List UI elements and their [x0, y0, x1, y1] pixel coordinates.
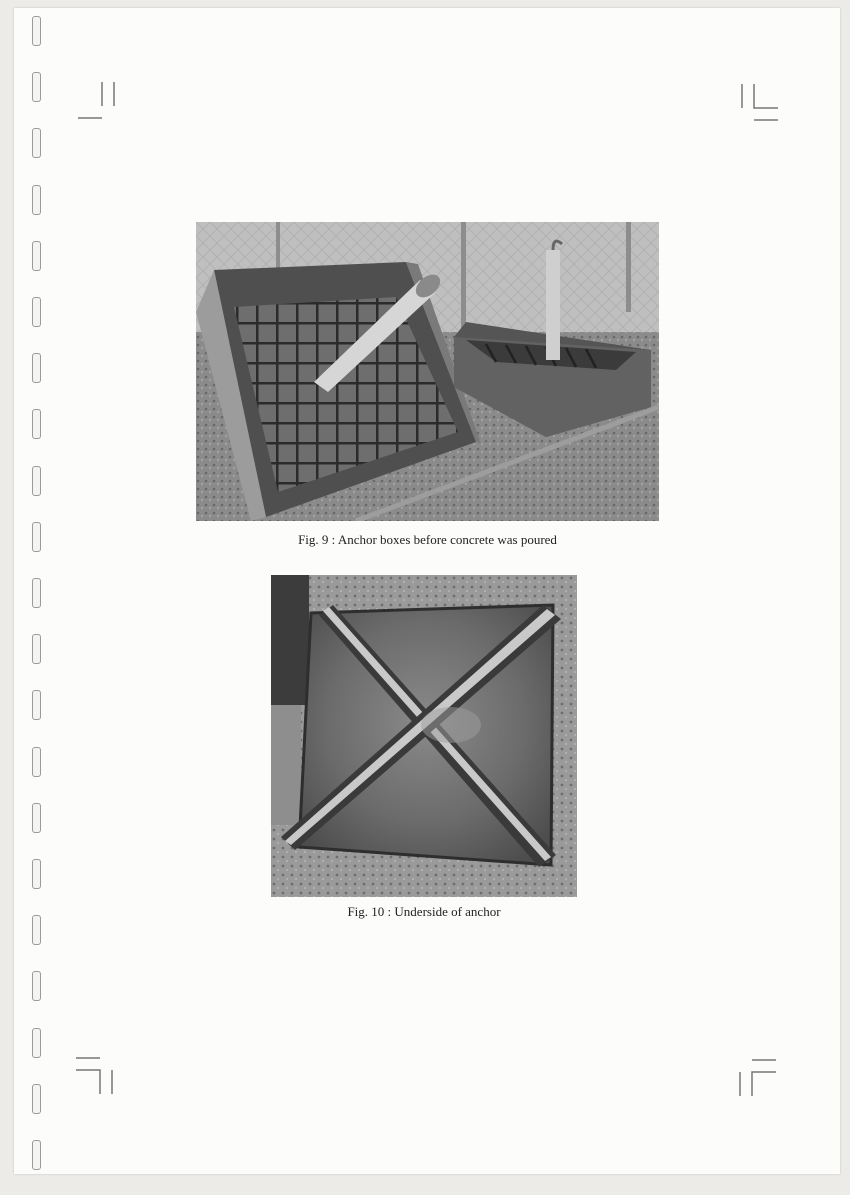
binding-hole — [32, 747, 41, 777]
binding-hole — [32, 353, 41, 383]
crop-mark-bottom-right — [736, 1056, 780, 1100]
binding-hole — [32, 690, 41, 720]
binding-hole — [32, 859, 41, 889]
binding-hole — [32, 634, 41, 664]
binding-hole — [32, 72, 41, 102]
binding-hole — [32, 1028, 41, 1058]
binding-hole — [32, 241, 41, 271]
binding-hole — [32, 971, 41, 1001]
crop-mark-top-right — [738, 80, 782, 124]
binding-hole — [32, 297, 41, 327]
binding-hole — [32, 1140, 41, 1170]
anchor-underside-photo — [271, 575, 577, 897]
binding-hole — [32, 915, 41, 945]
binding-hole — [32, 16, 41, 46]
binding-hole — [32, 128, 41, 158]
binding-hole — [32, 409, 41, 439]
anchor-boxes-photo — [196, 222, 659, 521]
crop-mark-bottom-left — [72, 1054, 116, 1098]
binding-holes — [30, 10, 46, 1180]
figure-9-caption: Fig. 9 : Anchor boxes before concrete was poured — [298, 532, 557, 547]
binding-hole — [32, 1084, 41, 1114]
binding-hole — [32, 466, 41, 496]
binding-hole — [32, 185, 41, 215]
binding-hole — [32, 578, 41, 608]
crop-mark-top-left — [74, 78, 118, 122]
figure-10-caption: Fig. 10 : Underside of anchor — [347, 904, 501, 919]
binding-hole — [32, 803, 41, 833]
binding-hole — [32, 522, 41, 552]
